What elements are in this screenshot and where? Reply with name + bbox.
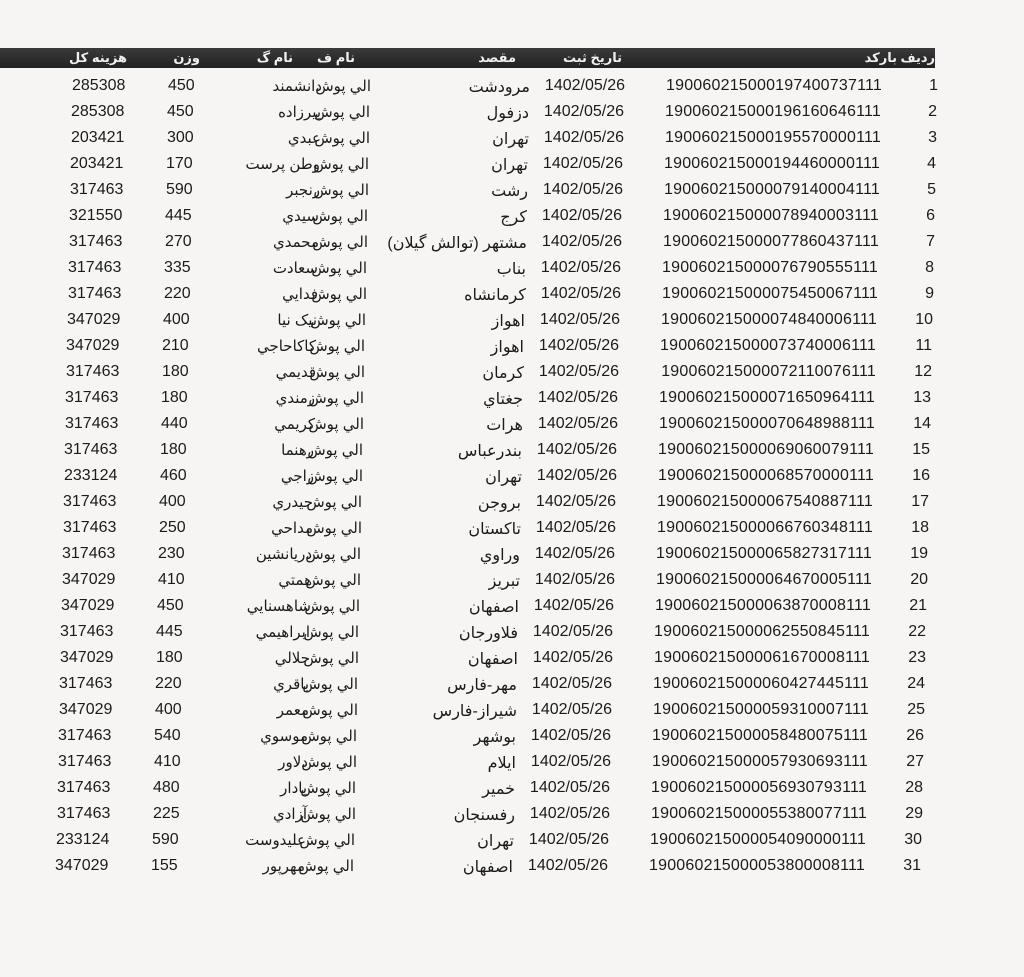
row-index: 1 (929, 77, 938, 94)
row-index: 5 (927, 181, 936, 198)
row-total-cost: 317463 (58, 753, 112, 770)
row-total-cost: 347029 (62, 571, 116, 588)
row-barcode: 190060215000066760348111 (657, 519, 873, 536)
row-weight: 250 (159, 519, 186, 536)
table-row (0, 802, 1009, 828)
row-last-name: عليدوست (245, 832, 306, 849)
row-weight: 400 (155, 701, 182, 718)
row-index: 11 (915, 337, 932, 354)
table-row (0, 438, 1016, 464)
row-weight: 180 (162, 363, 189, 380)
row-destination: جغتاي (483, 391, 523, 408)
row-last-name: ابراهيمي (255, 624, 310, 641)
row-last-name: كاكاحاجي (256, 338, 316, 355)
row-date: 1402/05/26 (536, 441, 617, 458)
row-weight: 180 (161, 389, 188, 406)
row-index: 4 (927, 155, 936, 172)
row-total-cost: 317463 (66, 363, 120, 380)
row-first-name: الي پوش (304, 598, 360, 615)
row-total-cost: 203421 (70, 155, 124, 172)
row-weight: 410 (158, 571, 185, 588)
header-idx: ردیف (900, 50, 935, 65)
row-index: 14 (913, 415, 931, 432)
row-index: 6 (926, 207, 935, 224)
row-index: 29 (905, 805, 923, 822)
row-index: 8 (925, 259, 934, 276)
row-index: 25 (907, 701, 925, 718)
table-row (0, 412, 1017, 438)
row-destination: بناب (496, 261, 526, 278)
row-last-name: وطن پرست (245, 156, 320, 173)
row-weight: 210 (162, 337, 189, 354)
table-header (0, 48, 935, 68)
row-total-cost: 317463 (68, 285, 122, 302)
row-destination: خمير (482, 781, 515, 798)
row-total-cost: 317463 (63, 493, 117, 510)
header-barcode: بارکد (864, 50, 897, 65)
row-barcode: 190060215000074840006111 (661, 311, 877, 328)
row-last-name: جلالي (274, 650, 310, 667)
row-last-name: زاجي (280, 468, 314, 485)
row-destination: مشتهر (توالش گيلان) (387, 235, 527, 252)
row-weight: 220 (155, 675, 182, 692)
row-destination: تهران (492, 131, 529, 148)
row-date: 1402/05/26 (529, 779, 610, 796)
row-first-name: الي پوش (302, 676, 358, 693)
row-weight: 400 (163, 311, 190, 328)
row-weight: 590 (152, 831, 179, 848)
row-index: 26 (906, 727, 924, 744)
row-weight: 445 (156, 623, 183, 640)
row-first-name: الي پوش (301, 728, 357, 745)
row-total-cost: 203421 (71, 129, 125, 146)
row-weight: 480 (153, 779, 180, 796)
row-last-name: دريانشين (255, 546, 312, 563)
row-destination: كرمانشاه (464, 287, 526, 304)
row-first-name: الي پوش (314, 104, 370, 121)
row-date: 1402/05/26 (541, 207, 622, 224)
row-total-cost: 233124 (56, 831, 110, 848)
row-first-name: الي پوش (306, 520, 362, 537)
row-barcode: 190060215000194460000111 (664, 155, 880, 172)
row-total-cost: 317463 (70, 181, 124, 198)
row-total-cost: 317463 (57, 779, 111, 796)
header-cost: هزینه کل (69, 50, 127, 65)
row-barcode: 190060215000054090000111 (650, 831, 866, 848)
row-date: 1402/05/26 (531, 701, 612, 718)
row-date: 1402/05/26 (540, 285, 621, 302)
row-total-cost: 317463 (62, 545, 116, 562)
header-lname: نام گ (256, 50, 293, 65)
row-weight: 400 (159, 493, 186, 510)
row-destination: اهواز (491, 313, 525, 330)
row-index: 24 (907, 675, 925, 692)
row-barcode: 190060215000067540887111 (657, 493, 873, 510)
table-row (0, 542, 1014, 568)
row-weight: 450 (157, 597, 184, 614)
row-last-name: حيدري (272, 494, 313, 511)
row-last-name: سيدي (282, 208, 319, 225)
row-first-name: الي پوش (313, 156, 369, 173)
row-date: 1402/05/26 (538, 363, 619, 380)
row-barcode: 190060215000079140004111 (664, 181, 880, 198)
row-date: 1402/05/26 (543, 103, 624, 120)
row-index: 21 (909, 597, 927, 614)
row-total-cost: 317463 (60, 623, 114, 640)
row-first-name: الي پوش (307, 468, 363, 485)
table-row (0, 672, 1011, 698)
row-index: 13 (913, 389, 931, 406)
row-date: 1402/05/26 (536, 467, 617, 484)
row-total-cost: 347029 (59, 701, 113, 718)
row-destination: ايلام (487, 755, 516, 772)
row-last-name: همتي (278, 572, 312, 589)
header-date: تاريخ ثبت (562, 50, 622, 65)
row-weight: 460 (160, 467, 187, 484)
row-index: 31 (903, 857, 921, 874)
row-date: 1402/05/26 (530, 727, 611, 744)
row-destination: بندرعباس (457, 443, 522, 460)
row-date: 1402/05/26 (544, 77, 625, 94)
row-first-name: الي پوش (298, 858, 354, 875)
row-last-name: پادار (280, 780, 307, 797)
row-last-name: معمر (276, 702, 309, 719)
row-last-name: رنجبر (286, 182, 320, 199)
row-weight: 270 (165, 233, 192, 250)
shipment-table (0, 44, 1024, 924)
row-last-name: فدايي (282, 286, 318, 303)
row-destination: اصفهان (468, 599, 519, 616)
row-date: 1402/05/26 (530, 753, 611, 770)
row-last-name: كريمي (274, 416, 315, 433)
row-barcode: 190060215000078940003111 (663, 207, 879, 224)
row-last-name: عبدي (287, 130, 321, 147)
row-destination: اصفهان (462, 859, 513, 876)
row-destination: مرودشت (468, 79, 530, 96)
row-destination: تهران (491, 157, 528, 174)
row-date: 1402/05/26 (535, 519, 616, 536)
row-index: 18 (911, 519, 929, 536)
row-total-cost: 317463 (57, 805, 111, 822)
row-index: 27 (906, 753, 924, 770)
row-total-cost: 317463 (58, 727, 112, 744)
table-body (0, 74, 1024, 880)
table-row (0, 594, 1013, 620)
table-row (0, 698, 1011, 724)
row-index: 17 (911, 493, 929, 510)
row-destination: مهر-فارس (447, 677, 517, 694)
row-barcode: 190060215000072110076111 (661, 363, 876, 380)
row-destination: تاكستان (468, 521, 521, 538)
row-barcode: 190060215000055380077111 (651, 805, 867, 822)
row-total-cost: 321550 (69, 207, 123, 224)
row-date: 1402/05/26 (533, 597, 614, 614)
row-barcode: 190060215000065827317111 (656, 545, 872, 562)
row-first-name: الي پوش (315, 78, 371, 95)
table-row (0, 126, 1023, 152)
table-row (0, 230, 1021, 256)
row-barcode: 190060215000063870008111 (655, 597, 871, 614)
row-barcode: 190060215000195570000111 (665, 129, 881, 146)
table-row (0, 256, 1020, 282)
table-row (0, 490, 1015, 516)
table-row (0, 152, 1022, 178)
row-date: 1402/05/26 (529, 805, 610, 822)
row-first-name: الي پوش (309, 338, 365, 355)
table-row (0, 516, 1015, 542)
table-row (0, 386, 1017, 412)
row-total-cost: 317463 (69, 233, 123, 250)
header-weight: وزن (173, 50, 200, 65)
row-date: 1402/05/26 (542, 181, 623, 198)
row-first-name: الي پوش (311, 286, 367, 303)
table-row (0, 282, 1020, 308)
row-last-name: دانشمند (272, 78, 322, 95)
row-barcode: 190060215000196160646111 (665, 103, 881, 120)
row-index: 28 (905, 779, 923, 796)
row-index: 7 (926, 233, 935, 250)
row-total-cost: 317463 (59, 675, 113, 692)
row-index: 23 (908, 649, 926, 666)
row-destination: كرج (500, 209, 527, 226)
row-date: 1402/05/26 (528, 831, 609, 848)
row-barcode: 190060215000077860437111 (663, 233, 879, 250)
row-first-name: الي پوش (307, 442, 363, 459)
row-destination: كرمان (482, 365, 524, 382)
row-date: 1402/05/26 (543, 129, 624, 146)
row-first-name: الي پوش (312, 208, 368, 225)
row-date: 1402/05/26 (532, 649, 613, 666)
row-first-name: الي پوش (300, 780, 356, 797)
row-last-name: مداحي (271, 520, 313, 537)
row-weight: 180 (160, 441, 187, 458)
row-barcode: 190060215000071650964111 (659, 389, 875, 406)
row-total-cost: 347029 (61, 597, 115, 614)
table-row (0, 464, 1016, 490)
header-dest: مقصد (478, 50, 516, 65)
row-first-name: الي پوش (299, 832, 355, 849)
row-barcode: 190060215000059310007111 (653, 701, 869, 718)
row-weight: 220 (164, 285, 191, 302)
row-index: 15 (912, 441, 930, 458)
row-weight: 225 (153, 805, 180, 822)
row-barcode: 190060215000062550845111 (654, 623, 870, 640)
row-destination: دزفول (486, 105, 529, 122)
table-row (0, 568, 1014, 594)
row-first-name: الي پوش (305, 546, 361, 563)
row-destination: اهواز (490, 339, 524, 356)
row-destination: تهران (477, 833, 514, 850)
table-row (0, 776, 1009, 802)
row-weight: 440 (161, 415, 188, 432)
row-total-cost: 317463 (68, 259, 122, 276)
row-last-name: موسوي (260, 728, 308, 745)
row-barcode: 190060215000070648988111 (659, 415, 875, 432)
row-weight: 410 (154, 753, 181, 770)
table-row (0, 100, 1023, 126)
row-last-name: رهنما (281, 442, 314, 459)
row-date: 1402/05/26 (535, 493, 616, 510)
row-last-name: محمدي (272, 234, 319, 251)
row-barcode: 190060215000053800008111 (649, 857, 865, 874)
row-destination: فلاورجان (458, 625, 518, 642)
row-first-name: الي پوش (313, 182, 369, 199)
row-date: 1402/05/26 (542, 155, 623, 172)
row-first-name: الي پوش (306, 494, 362, 511)
row-first-name: الي پوش (301, 754, 357, 771)
table-row (0, 360, 1018, 386)
row-first-name: الي پوش (303, 650, 359, 667)
row-destination: اصفهان (467, 651, 518, 668)
row-total-cost: 317463 (63, 519, 117, 536)
row-date: 1402/05/26 (539, 311, 620, 328)
row-weight: 450 (168, 77, 195, 94)
table-row (0, 308, 1019, 334)
row-weight: 590 (166, 181, 193, 198)
row-weight: 335 (164, 259, 191, 276)
row-last-name: شاهسنايي (246, 598, 311, 615)
table-row (0, 750, 1010, 776)
row-date: 1402/05/26 (538, 337, 619, 354)
row-index: 2 (928, 103, 937, 120)
row-barcode: 190060215000073740006111 (660, 337, 876, 354)
row-date: 1402/05/26 (537, 415, 618, 432)
row-index: 19 (910, 545, 928, 562)
row-total-cost: 347029 (66, 337, 120, 354)
row-barcode: 190060215000068570000111 (658, 467, 874, 484)
row-destination: رشت (491, 183, 528, 200)
row-last-name: نيک نيا (277, 312, 317, 329)
row-first-name: الي پوش (312, 234, 368, 251)
row-index: 22 (908, 623, 926, 640)
table-row (0, 204, 1021, 230)
row-date: 1402/05/26 (532, 623, 613, 640)
row-date: 1402/05/26 (537, 389, 618, 406)
row-destination: هرات (486, 417, 523, 434)
row-barcode: 190060215000069060079111 (658, 441, 874, 458)
row-index: 3 (928, 129, 937, 146)
row-last-name: قديمي (275, 364, 316, 381)
row-date: 1402/05/26 (531, 675, 612, 692)
row-barcode: 190060215000057930693111 (652, 753, 868, 770)
row-first-name: الي پوش (300, 806, 356, 823)
row-destination: بوشهر (473, 729, 516, 746)
row-first-name: الي پوش (314, 130, 370, 147)
row-first-name: الي پوش (302, 702, 358, 719)
row-last-name: سعادت (272, 260, 318, 277)
row-first-name: الي پوش (309, 364, 365, 381)
row-index: 30 (904, 831, 922, 848)
row-barcode: 190060215000076790555111 (662, 259, 878, 276)
table-row (0, 646, 1012, 672)
row-total-cost: 347029 (55, 857, 109, 874)
row-last-name: آزادي (273, 806, 307, 823)
row-total-cost: 285308 (72, 77, 126, 94)
row-first-name: الي پوش (303, 624, 359, 641)
row-total-cost: 347029 (67, 311, 121, 328)
table-row (0, 334, 1018, 360)
row-total-cost: 317463 (65, 389, 119, 406)
row-barcode: 190060215000061670008111 (654, 649, 870, 666)
row-last-name: دلاور (278, 754, 308, 771)
row-index: 20 (910, 571, 928, 588)
row-total-cost: 317463 (64, 441, 118, 458)
row-destination: شيراز-فارس (432, 703, 517, 720)
row-first-name: الي پوش (308, 416, 364, 433)
table-row (0, 178, 1022, 204)
row-barcode: 190060215000056930793111 (651, 779, 867, 796)
row-first-name: الي پوش (311, 260, 367, 277)
row-index: 16 (912, 467, 930, 484)
row-index: 9 (925, 285, 934, 302)
row-barcode: 19006021500019740073711‎1 (666, 77, 882, 94)
row-barcode: 190060215000075450067111 (662, 285, 878, 302)
row-total-cost: 285308 (71, 103, 125, 120)
row-destination: بروجن (477, 495, 521, 512)
row-barcode: 190060215000060427445111 (653, 675, 869, 692)
row-barcode: 190060215000058480075111 (652, 727, 868, 744)
row-destination: تهران (485, 469, 522, 486)
row-total-cost: 317463 (65, 415, 119, 432)
table-row (0, 620, 1012, 646)
row-date: 1402/05/26 (527, 857, 608, 874)
table-row (0, 828, 1008, 854)
row-weight: 450 (167, 103, 194, 120)
row-weight: 230 (158, 545, 185, 562)
row-barcode: 190060215000064670005111 (656, 571, 872, 588)
row-destination: رفسنجان (453, 807, 515, 824)
row-date: 1402/05/26 (541, 233, 622, 250)
row-date: 1402/05/26 (534, 571, 615, 588)
row-last-name: زمندي (275, 390, 315, 407)
row-weight: 445 (165, 207, 192, 224)
row-weight: 155 (151, 857, 178, 874)
table-row (0, 854, 1007, 880)
row-index: 12 (914, 363, 932, 380)
row-weight: 540 (154, 727, 181, 744)
header-fname: نام ف (316, 50, 355, 65)
row-last-name: مهرپور (262, 858, 305, 875)
row-date: 1402/05/26 (534, 545, 615, 562)
row-last-name: پيرزاده (278, 104, 321, 121)
row-weight: 180 (156, 649, 183, 666)
row-total-cost: 347029 (60, 649, 114, 666)
row-last-name: باقري (273, 676, 309, 693)
row-first-name: الي پوش (310, 312, 366, 329)
row-first-name: الي پوش (305, 572, 361, 589)
row-destination: وراوي (479, 547, 520, 564)
row-total-cost: 233124 (64, 467, 118, 484)
row-first-name: الي پوش (308, 390, 364, 407)
row-weight: 170 (166, 155, 193, 172)
row-destination: تبريز (488, 573, 520, 590)
row-weight: 300 (167, 129, 194, 146)
table-row (0, 724, 1010, 750)
row-index: 10 (915, 311, 933, 328)
table-row (0, 74, 1024, 100)
row-date: 1402/05/26 (540, 259, 621, 276)
